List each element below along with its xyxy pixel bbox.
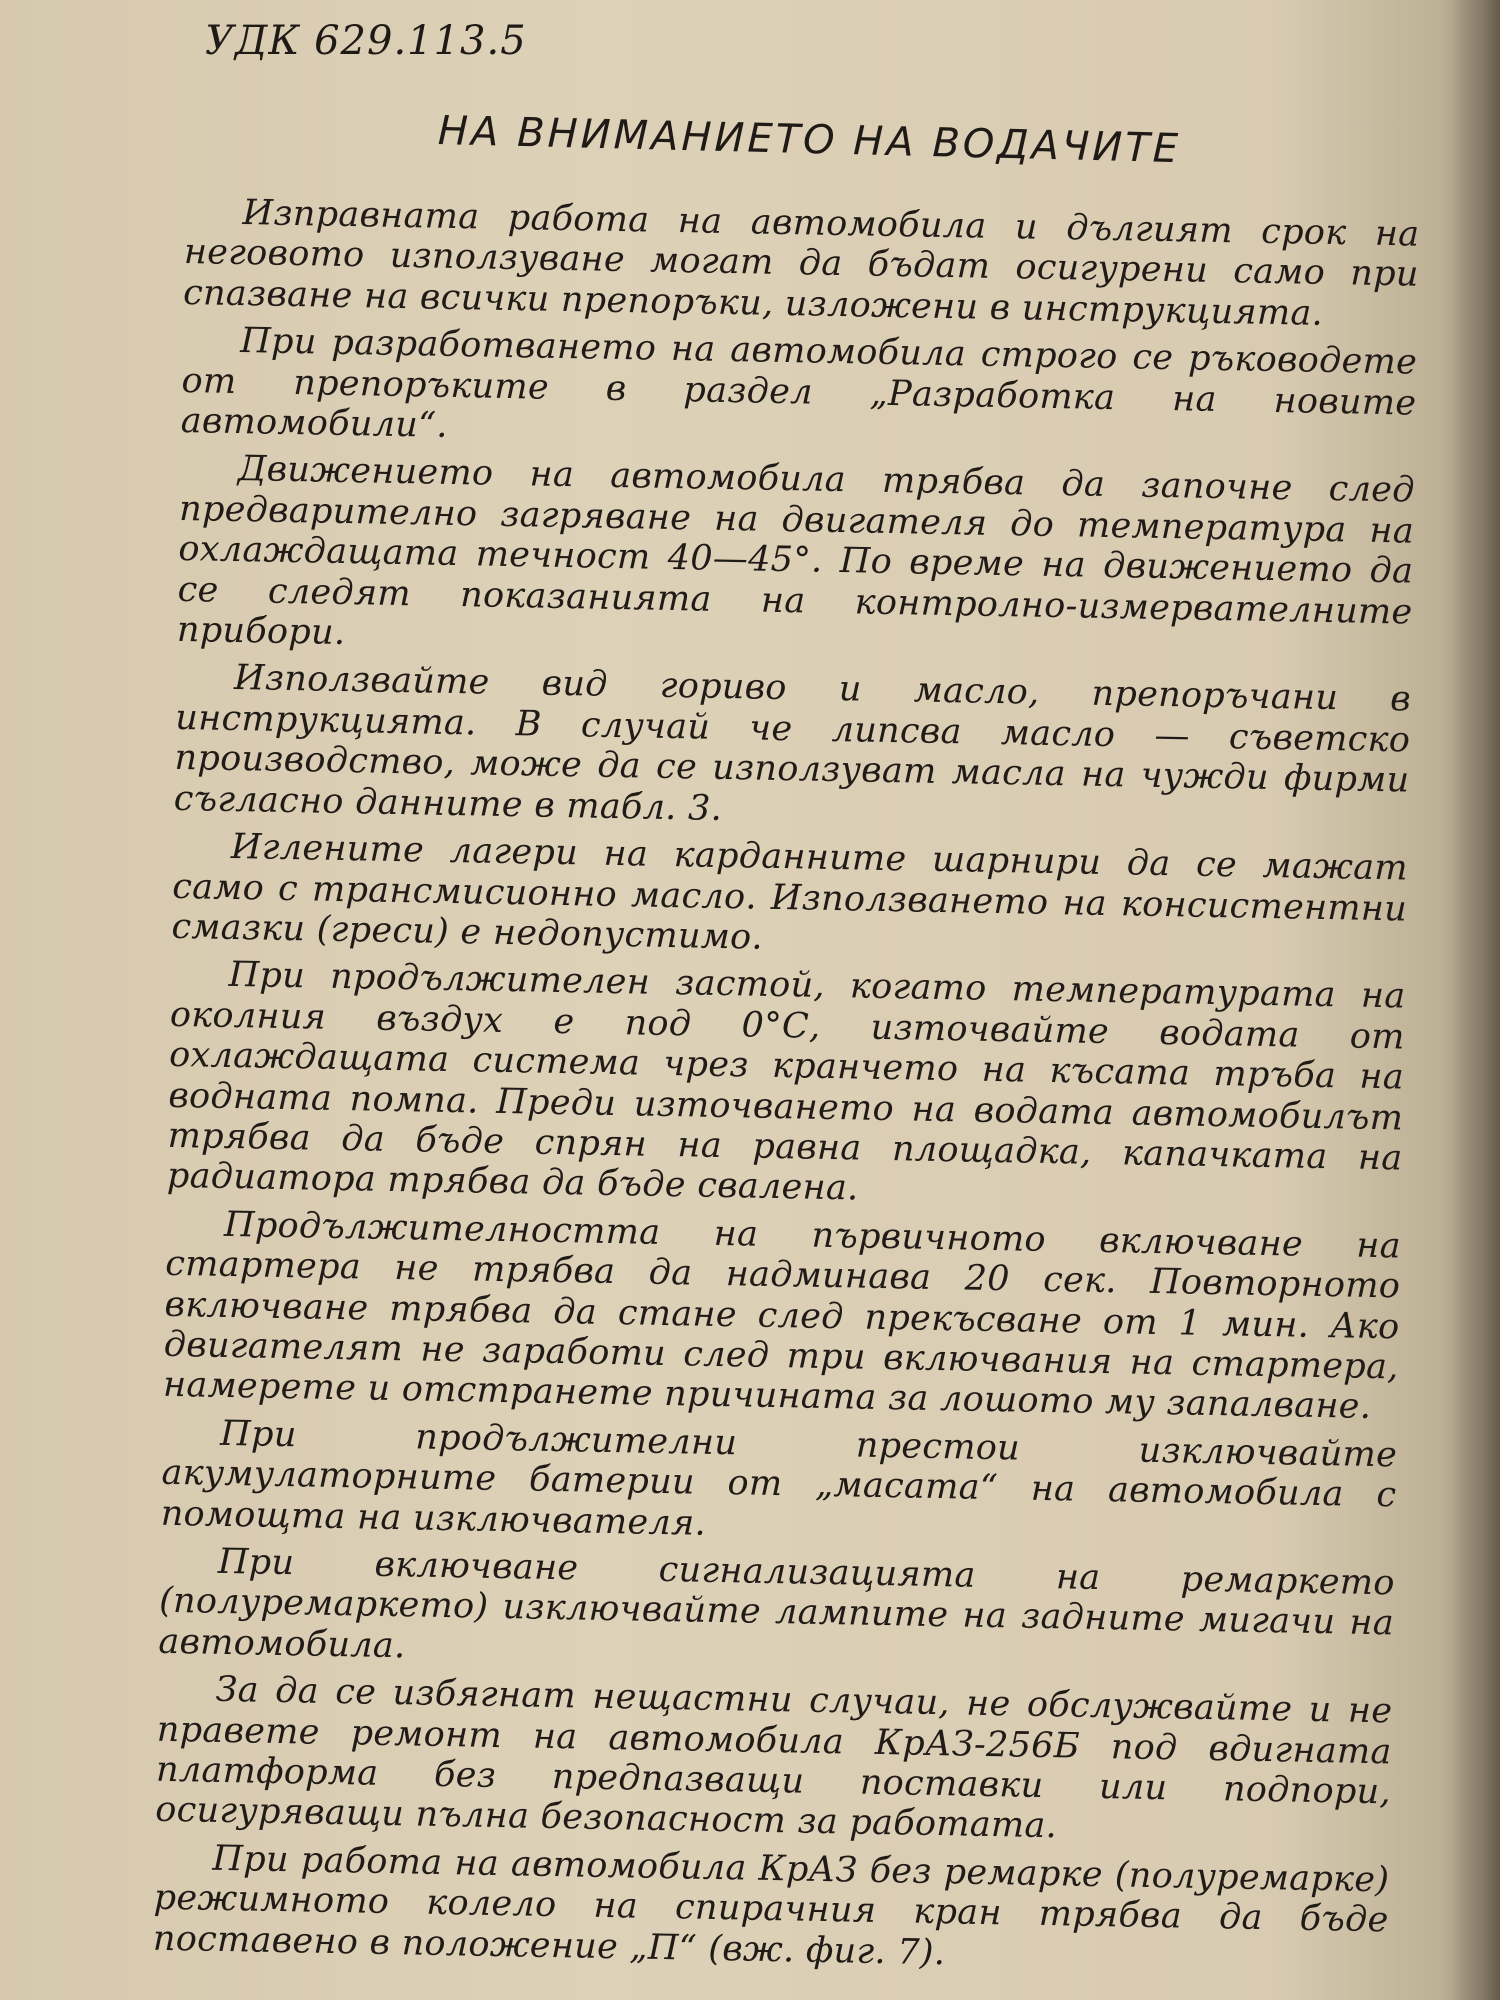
paragraph-proper-use: Изправната работа на автомобила и дългият срок на неговото използуване могат да бъдат осигурени само при спазване на всички препоръки, изложени в инструкцията. (182, 193, 1420, 334)
paragraph-cooling-drain: При продължителен застой, когато температурата на околния въздух е под 0°С, източвайте водата от охлаждащата система чрез кранчето на късата тръба на водната помпа. Преди източването на водата автомобилът трябва да бъде спрян на равна площадка, капачката на радиатора трябва да бъде свалена. (166, 955, 1406, 1209)
paragraph-starter: Продължителността на първичното включване на стартера не трябва да надминава 20 сек. Повторното включване трябва да стане след прекъсване от 1 мин. Ако двигателят не заработи след три включвания на стартера, намерете и отстранете причината за лошото му запалване. (162, 1204, 1402, 1428)
paragraph-batteries: При продължителни престои изключвайте акумулаторните батерии от „масата“ на автомобила с помощта на изключвателя. (160, 1413, 1398, 1544)
book-spine-shadow (1452, 0, 1500, 2000)
udk-code: УДК 629.113.5 (205, 18, 527, 64)
paragraph-fuel-oil: Използвайте вид гориво и масло, препоръчани в инструкцията. В случай че липсва масло — съветско производство, може да се използуват масла на чужди фирми съгласно данните в табл. 3. (173, 658, 1412, 829)
paragraph-engine-warmup: Движението на автомобила трябва да започне след предварително загряване на двигателя до температура на охлаждащата течност 40—45°. По време на движението да се следят показанията на контролно-измервателните прибори. (176, 449, 1416, 654)
paragraph-safety-platform: За да се избягнат нещастни случаи, не обслужвайте и не правете ремонт на автомобила КрАЗ-256Б под вдигната платформа без предпазващи поставки или подпори, осигуряващи пълна безопасност за работата. (154, 1670, 1393, 1847)
paragraph-needle-bearings: Иглените лагери на карданните шарнири да се мажат само с трансмисионно масло. Използването на консистентни смазки (греси) е недопустимо. (171, 827, 1409, 958)
paragraph-break-in: При разработването на автомобила строго се ръководете от препоръките в раздел „Разработка на новите автомобили“. (180, 321, 1418, 446)
paragraph-trailer-signals: При включване сигнализацията на ремаркето (полуремаркето) изключвайте лампите на задните мигачи на автомобила. (158, 1541, 1396, 1667)
paragraph-brake-valve: При работа на автомобила КрАЗ без ремарке (полуремарке) режимното колело на спирачния кран трябва да бъде поставено в положение „П“ (вж. фиг. 7). (152, 1838, 1390, 1973)
body-text (152, 192, 1419, 1988)
page-heading: НА ВНИМАНИЕТО НА ВОДАЧИТЕ (437, 108, 1182, 173)
